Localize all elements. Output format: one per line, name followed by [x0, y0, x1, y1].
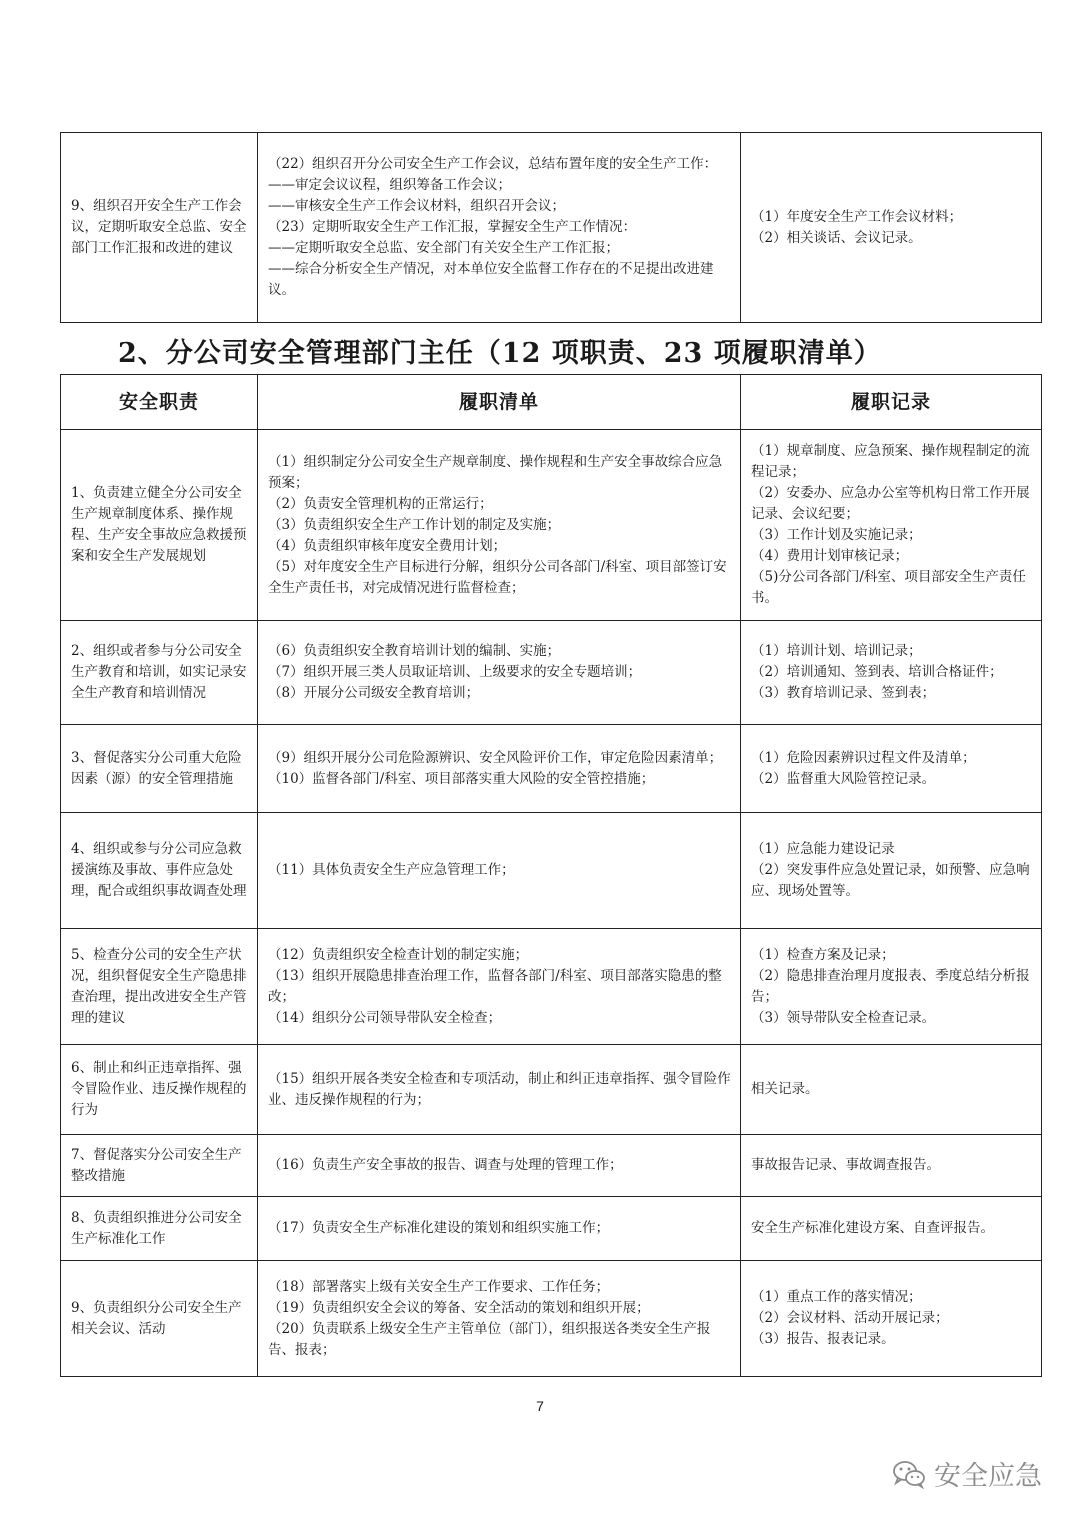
checklist-cell: （15）组织开展各类安全检查和专项活动，制止和纠正违章指挥、强令冒险作业、违反操作规程的行为；: [258, 1045, 741, 1135]
duty-cell: 4、组织或参与分公司应急救援演练及事故、事件应急处理，配合或组织事故调查处理: [61, 813, 258, 929]
watermark: [892, 1454, 1042, 1493]
duty-cell: 7、督促落实分公司安全生产整改措施: [61, 1135, 258, 1197]
column-header-records: 履职记录: [741, 375, 1042, 430]
duty-table: [60, 374, 1042, 1377]
table-row: [61, 1261, 1042, 1377]
records-cell: 事故报告记录、事故调查报告。: [741, 1135, 1042, 1197]
table-header-row: [61, 375, 1042, 430]
table-row: [61, 1197, 1042, 1261]
duty-cell: 6、制止和纠正违章指挥、强令冒险作业、违反操作规程的行为: [61, 1045, 258, 1135]
checklist-cell: （17）负责安全生产标准化建设的策划和组织实施工作；: [258, 1197, 741, 1261]
duty-cell: 5、检查分公司的安全生产状况，组织督促安全生产隐患排查治理，提出改进安全生产管理的建议: [61, 929, 258, 1045]
watermark-text: 安全应急: [934, 1461, 1042, 1492]
duty-cell: 8、负责组织推进分公司安全生产标准化工作: [61, 1197, 258, 1261]
table-row: [61, 133, 1042, 323]
checklist-cell: （18）部署落实上级有关安全生产工作要求、工作任务； （19）负责组织安全会议的筹备、安全活动的策划和组织开展； （20）负责联系上级安全生产主管单位（部门），组织报送各类安全生产报告、报表；: [258, 1261, 741, 1377]
table-row: [61, 1135, 1042, 1197]
records-cell: （1）应急能力建设记录 （2）突发事件应急处置记录，如预警、应急响应、现场处置等。: [741, 813, 1042, 929]
duty-cell: 9、负责组织分公司安全生产相关会议、活动: [61, 1261, 258, 1377]
column-header-duty: 安全职责: [61, 375, 258, 430]
checklist-cell: （1）组织制定分公司安全生产规章制度、操作规程和生产安全事故综合应急预案； （2）负责安全管理机构的正常运行； （3）负责组织安全生产工作计划的制定及实施； （4）负责组织审核年度安全费用计划； （5）对年度安全生产目标进行分解，组织分公司各部门/科室、项目部签订安全生产责任书，对完成情况进行监督检查；: [258, 430, 741, 621]
checklist-cell: （12）负责组织安全检查计划的制定实施； （13）组织开展隐患排查治理工作，监督各部门/科室、项目部落实隐患的整改； （14）组织分公司领导带队安全检查；: [258, 929, 741, 1045]
duty-cell: 1、负责建立健全分公司安全生产规章制度体系、操作规程、生产安全事故应急救援预案和安全生产发展规划: [61, 430, 258, 621]
records-cell: （1）重点工作的落实情况； （2）会议材料、活动开展记录； （3）报告、报表记录。: [741, 1261, 1042, 1377]
checklist-cell: （22）组织召开分公司安全生产工作会议，总结布置年度的安全生产工作： ——审定会议议程，组织筹备工作会议； ——审核安全生产工作会议材料，组织召开会议； （23）定期听取安全生产工作汇报，掌握安全生产工作情况： ——定期听取安全总监、安全部门有关安全生产工作汇报； ——综合分析安全生产情况，对本单位安全监督工作存在的不足提出改进建议。: [258, 133, 741, 323]
duty-cell: 9、组织召开安全生产工作会议，定期听取安全总监、安全部门工作汇报和改进的建议: [61, 133, 258, 323]
table-row: [61, 621, 1042, 725]
records-cell: （1）培训计划、培训记录； （2）培训通知、签到表、培训合格证件； （3）教育培训记录、签到表；: [741, 621, 1042, 725]
page-number: 7: [536, 1398, 544, 1414]
table-row: [61, 929, 1042, 1045]
table-row: [61, 813, 1042, 929]
table-row: [61, 430, 1042, 621]
checklist-cell: （9）组织开展分公司危险源辨识、安全风险评价工作，审定危险因素清单； （10）监督各部门/科室、项目部落实重大风险的安全管控措施；: [258, 725, 741, 813]
column-header-checklist: 履职清单: [258, 375, 741, 430]
table-row: [61, 725, 1042, 813]
top-duty-table: [60, 132, 1042, 323]
records-cell: （1）危险因素辨识过程文件及清单； （2）监督重大风险管控记录。: [741, 725, 1042, 813]
duty-cell: 2、组织或者参与分公司安全生产教育和培训，如实记录安全生产教育和培训情况: [61, 621, 258, 725]
duty-cell: 3、督促落实分公司重大危险因素（源）的安全管理措施: [61, 725, 258, 813]
section-title: 2、分公司安全管理部门主任（12 项职责、23 项履职清单）: [118, 338, 882, 369]
records-cell: （1）规章制度、应急预案、操作规程制定的流程记录； （2）安委办、应急办公室等机构日常工作开展记录、会议纪要； （3）工作计划及实施记录； （4）费用计划审核记录； （5)分公司各部门/科室、项目部安全生产责任书。: [741, 430, 1042, 621]
records-cell: （1）检查方案及记录； （2）隐患排查治理月度报表、季度总结分析报告； （3）领导带队安全检查记录。: [741, 929, 1042, 1045]
checklist-cell: （6）负责组织安全教育培训计划的编制、实施； （7）组织开展三类人员取证培训、上级要求的安全专题培训； （8）开展分公司级安全教育培训；: [258, 621, 741, 725]
table-row: [61, 1045, 1042, 1135]
records-cell: （1）年度安全生产工作会议材料； （2）相关谈话、会议记录。: [741, 133, 1042, 323]
wechat-icon: [892, 1459, 926, 1489]
records-cell: 安全生产标准化建设方案、自查评报告。: [741, 1197, 1042, 1261]
records-cell: 相关记录。: [741, 1045, 1042, 1135]
checklist-cell: （16）负责生产安全事故的报告、调查与处理的管理工作；: [258, 1135, 741, 1197]
checklist-cell: （11）具体负责安全生产应急管理工作；: [258, 813, 741, 929]
